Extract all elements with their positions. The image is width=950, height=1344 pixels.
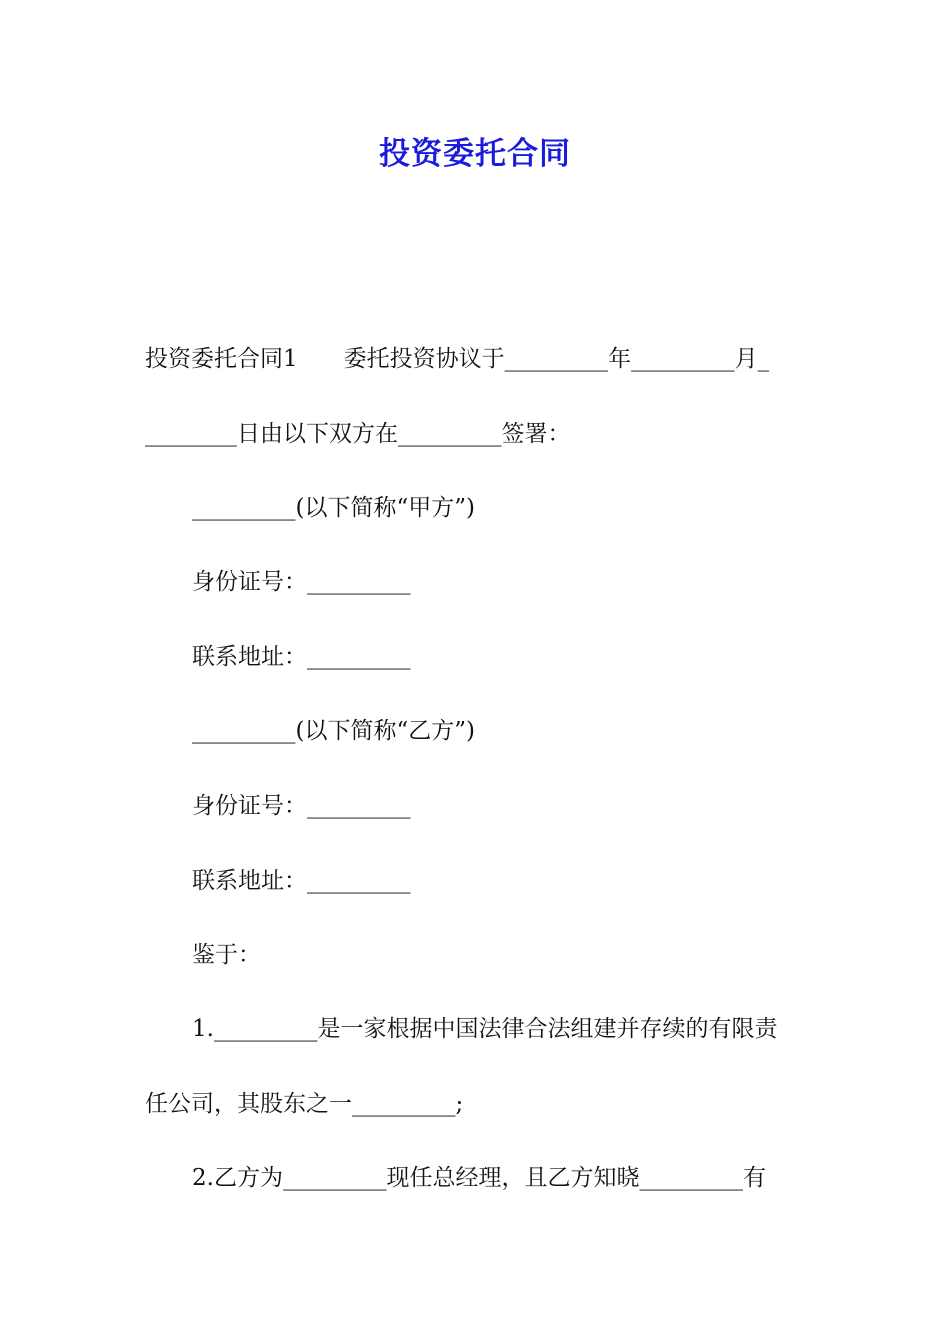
paragraph-line: ________日由以下双方在_________签署：: [145, 421, 571, 447]
party-b-id-line: 身份证号：_________: [192, 793, 411, 819]
paragraph-line: 投资委托合同1 委托投资协议于_________年_________月_: [145, 346, 770, 372]
recital-2-line: 2.乙方为_________现任总经理，且乙方知晓_________有: [192, 1165, 766, 1191]
party-a-id-line: 身份证号：_________: [192, 569, 411, 595]
party-a-address-line: 联系地址：_________: [192, 644, 411, 670]
party-b-line: _________(以下简称“乙方”): [192, 718, 475, 744]
party-b-address-line: 联系地址：_________: [192, 868, 411, 894]
party-a-line: _________(以下简称“甲方”): [192, 495, 475, 521]
recital-1-line: 1._________是一家根据中国法律合法组建并存续的有限责: [192, 1016, 778, 1042]
document-title: 投资委托合同: [379, 136, 571, 172]
recitals-heading: 鉴于：: [192, 942, 261, 968]
recital-1-continuation: 任公司，其股东之一_________;: [145, 1091, 464, 1117]
